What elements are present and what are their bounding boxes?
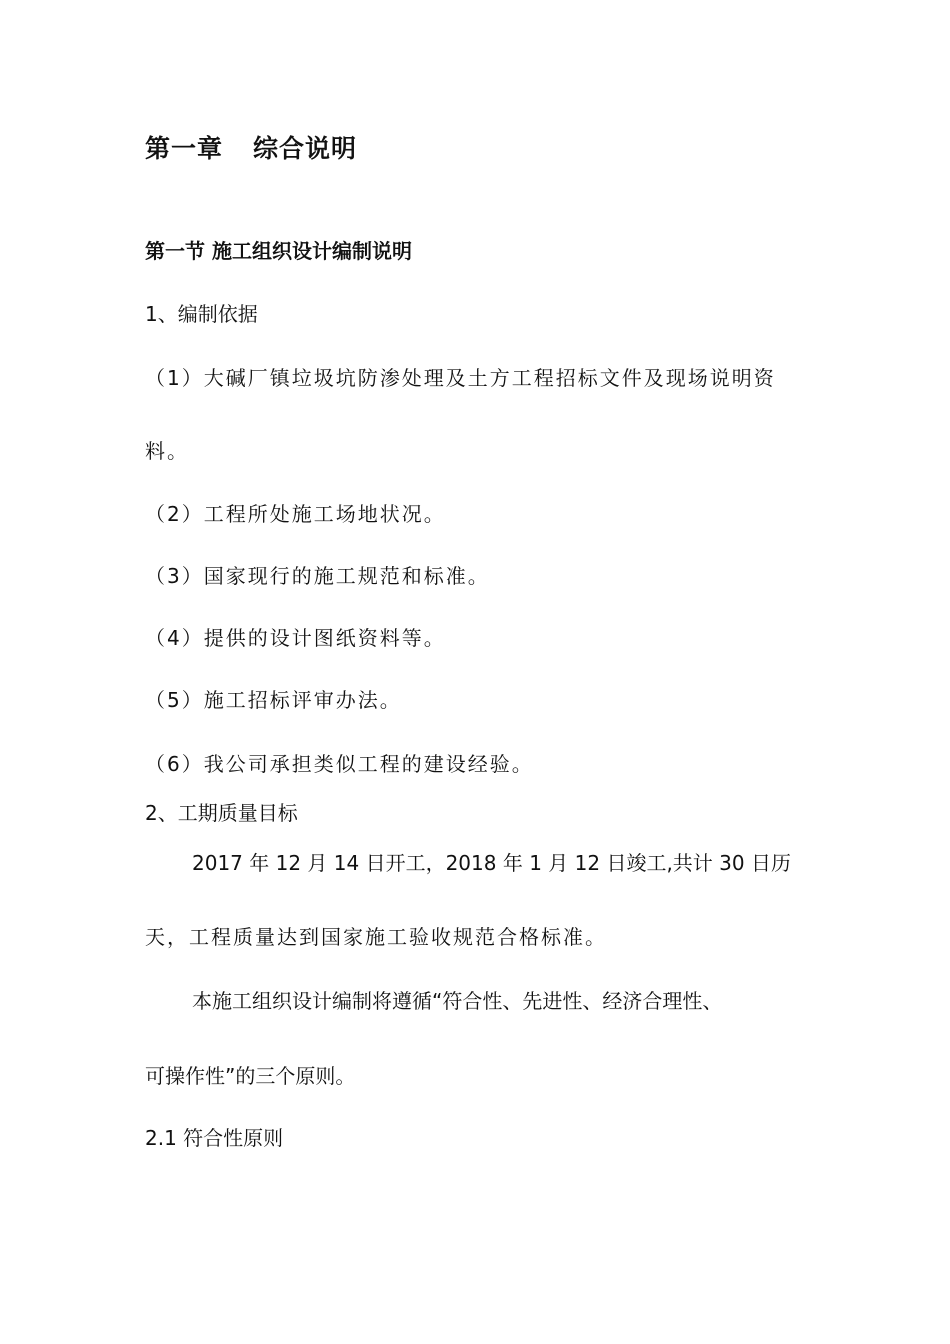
- basis-item-1-cont: 料。: [145, 439, 189, 463]
- schedule-heading: 2、工期质量目标: [145, 801, 298, 825]
- schedule-paragraph-line-1: 2017 年 12 月 14 日开工，2018 年 1 月 12 日竣工,共计 30 日历: [192, 851, 791, 875]
- principles-paragraph-line-2: 可操作性”的三个原则。: [145, 1064, 356, 1088]
- chapter-title: 综合说明: [253, 134, 358, 163]
- basis-item-1: （1）大碱厂镇垃圾坑防渗处理及土方工程招标文件及现场说明资: [145, 366, 776, 390]
- chapter-number: 第一章: [145, 134, 224, 163]
- basis-item-6: （6）我公司承担类似工程的建设经验。: [145, 752, 534, 776]
- section-heading: 第一节 施工组织设计编制说明: [145, 239, 412, 263]
- basis-heading: 1、编制依据: [145, 302, 258, 326]
- basis-item-5: （5）施工招标评审办法。: [145, 688, 402, 712]
- basis-item-3: （3）国家现行的施工规范和标准。: [145, 564, 490, 588]
- principle-heading: 2.1 符合性原则: [145, 1126, 284, 1150]
- basis-item-2: （2）工程所处施工场地状况。: [145, 502, 446, 526]
- chapter-heading: [145, 135, 357, 163]
- principles-paragraph-line-1: 本施工组织设计编制将遵循“符合性、先进性、经济合理性、: [192, 989, 723, 1013]
- schedule-paragraph-line-2: 天，工程质量达到国家施工验收规范合格标准。: [145, 925, 607, 949]
- basis-item-4: （4）提供的设计图纸资料等。: [145, 626, 446, 650]
